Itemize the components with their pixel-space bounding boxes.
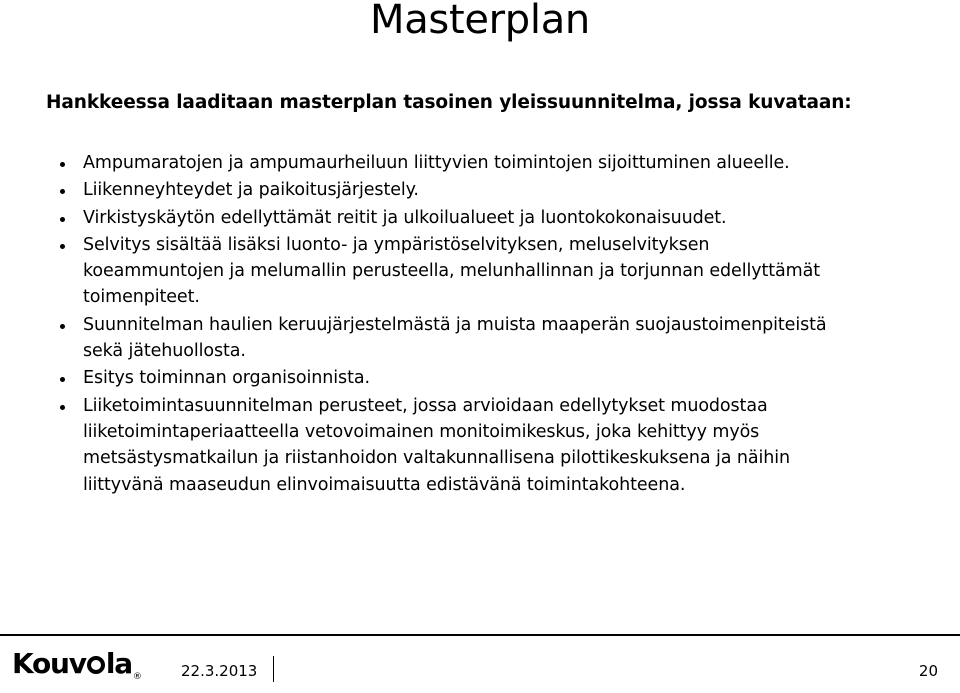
bullet-dot-icon: [60, 189, 65, 194]
bullet-dot-icon: [60, 377, 65, 382]
kouvola-logo: Kouv $la_®$: [12, 647, 142, 682]
bullet-item: [60, 365, 940, 391]
bullet-line: sekä jätehuollosta.: [83, 341, 246, 362]
bullet-dot-icon: [60, 405, 65, 410]
footer: [0, 636, 960, 680]
bullet-line: Ampumaratojen ja ampumaurheiluun liittyvien toimintojen sijoittuminen alueelle.: [83, 153, 790, 173]
bullet-line: Virkistyskäytön edellyttämät reitit ja ulkoilualueet ja luontokokonaisuudet.: [83, 207, 727, 228]
bullet-line: Liikenneyhteydet ja paikoitusjärjestely.: [83, 180, 419, 201]
bullet-item: [60, 393, 940, 498]
bullet-dot-icon: [60, 162, 65, 167]
bullet-dot-icon: [60, 324, 65, 329]
bullet-line: liiketoimintaperiaatteella vetovoimainen monitoimikeskus, joka kehittyy myös: [83, 421, 760, 442]
bullet-list: [60, 150, 940, 499]
bullet-item: [60, 177, 940, 203]
page-number: 20: [918, 662, 938, 680]
bullet-item: [60, 312, 940, 365]
slide-title: Masterplan: [370, 0, 590, 43]
bullet-line: Liiketoimintasuunnitelman perusteet, jossa arvioidaan edellytykset muodostaa: [83, 395, 768, 416]
bullet-item: [60, 150, 940, 176]
footer-separator: [273, 656, 274, 682]
bullet-line: Esitys toiminnan organisoinnista.: [83, 368, 370, 389]
bullet-item: [60, 205, 940, 231]
bullet-dot-icon: [60, 217, 65, 222]
logo-o-mark-icon: [87, 656, 105, 674]
bullet-line: toimenpiteet.: [83, 287, 200, 308]
bullet-line: liittyvänä maaseudun elinvoimaisuutta edistävänä toimintakohteena.: [83, 474, 686, 495]
footer-date: 22.3.2013: [181, 662, 258, 680]
registered-mark-icon: ®: [132, 672, 142, 682]
bullet-line: Suunnitelman haulien keruujärjestelmästä ja muista maaperän suojaustoimenpiteistä: [83, 314, 827, 335]
bullet-item: [60, 232, 940, 311]
bullet-line: Selvitys sisältää lisäksi luonto- ja ympäristöselvityksen, meluselvityksen: [83, 234, 710, 255]
bullet-dot-icon: [60, 244, 65, 249]
intro-text: Hankkeessa laaditaan masterplan tasoinen yleissuunnitelma, jossa kuvataan:: [46, 92, 852, 113]
bullet-line: koeammuntojen ja melumallin perusteella, melunhallinnan ja torjunnan edellyttämät: [83, 261, 820, 282]
bullet-line: metsästysmatkailun ja riistanhoidon valtakunnallisena pilottikeskuksena ja näihin: [83, 448, 790, 469]
